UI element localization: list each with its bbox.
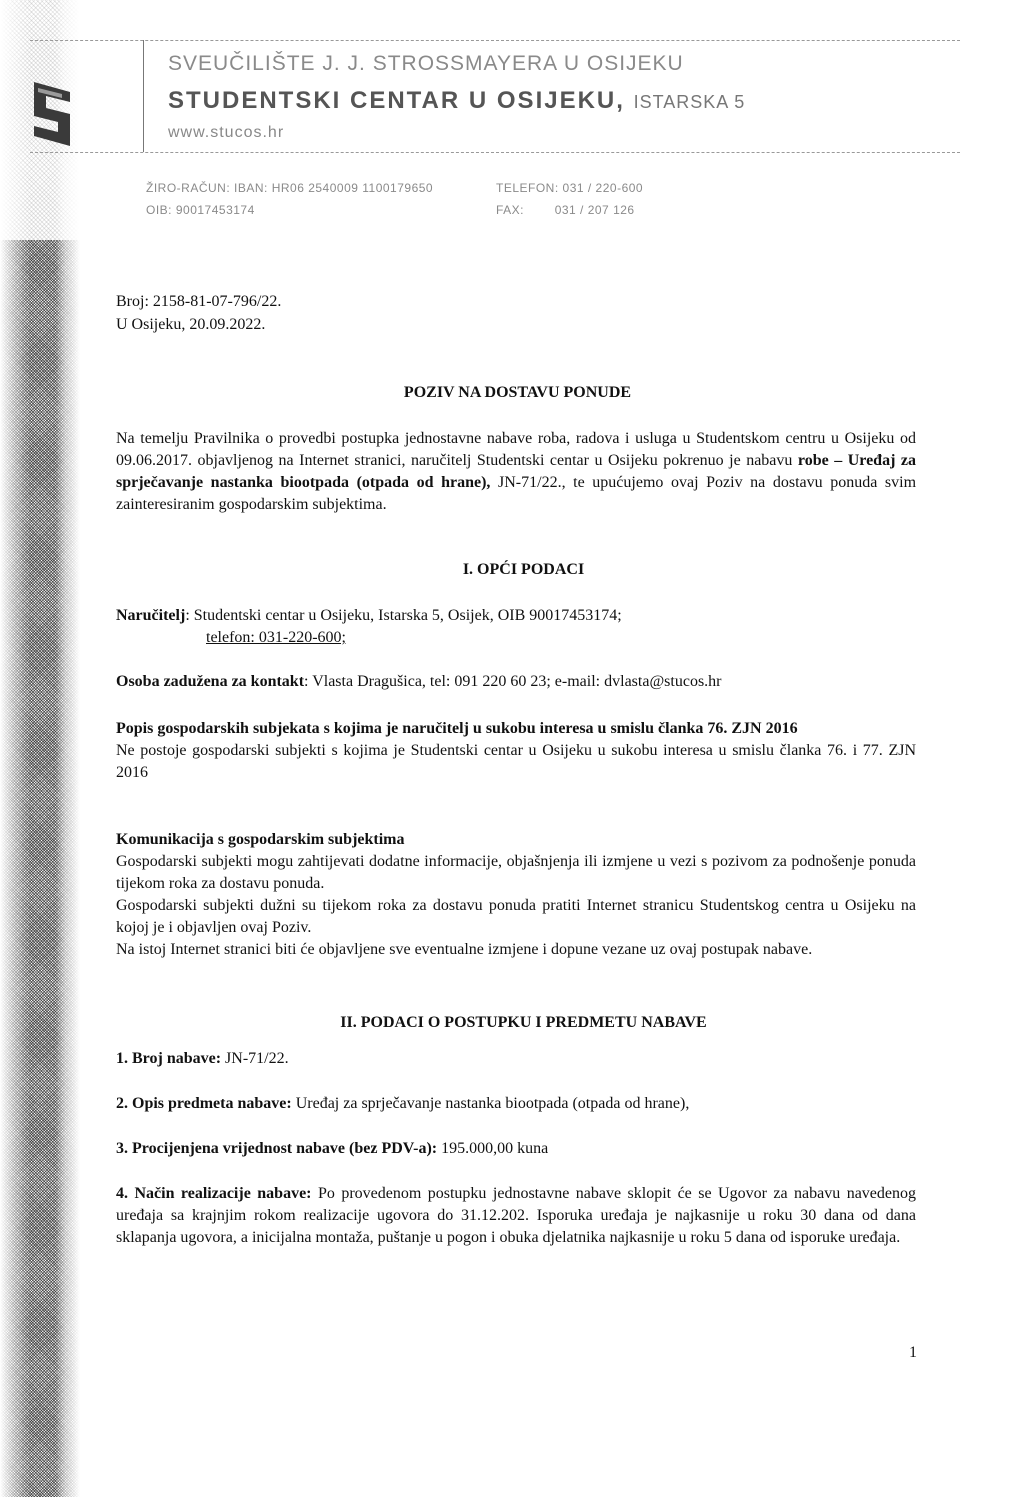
studentski-centar-logo: [32, 78, 74, 150]
intro-text-2: JN-71/22., te upućujemo ovaj Poziv na dostavu ponuda svim zainteresiranim gospodarskim subjektima.: [116, 474, 917, 513]
item-label: 3. Procijenjena vrijednost nabave (bez PDV-a):: [116, 1140, 438, 1157]
item-procurement-number: [116, 1050, 289, 1068]
client-text: : Studentski centar u Osijeku, Istarska 5, Osijek, OIB 90017453174;: [185, 607, 622, 624]
communication-p1: Gospodarski subjekti mogu zahtijevati dodatne informacije, objašnjenja ili izmjene u vezi s pozivom za podnošenje ponuda tijekom roka za dostavu ponuda.: [116, 853, 916, 892]
item-text: Uređaj za sprječavanje nastanka biootpada (otpada od hrane),: [291, 1095, 690, 1112]
section-1-title: I. OPĆI PODACI: [462, 561, 585, 578]
section-2-title: II. PODACI O POSTUPKU I PREDMETU NABAVE: [340, 1014, 707, 1031]
communication-section: [116, 829, 916, 961]
communication-title: Komunikacija s gospodarskim subjektima: [116, 831, 405, 848]
page-number: 1: [909, 1344, 917, 1361]
contact-row: [116, 673, 722, 691]
centre-address: ISTARSKA 5: [633, 92, 746, 112]
item-realization: [116, 1183, 916, 1249]
contact-label: Osoba zadužena za kontakt: [116, 673, 305, 690]
intro-subject: robe – Uređaj za sprječavanje nastanka biootpada (otpada od hrane),: [116, 452, 916, 491]
fax-value: 031 / 207 126: [554, 203, 635, 217]
communication-p3: Na istoj Internet stranici biti će objavljene sve eventualne izmjene i dopune vezane uz ovaj postupak nabave.: [116, 941, 813, 958]
item-estimated-value: [116, 1140, 548, 1158]
iban: HR06 2540009 1100179650: [271, 181, 434, 195]
letterhead-top-border: [30, 40, 960, 41]
centre-name-text: STUDENTSKI CENTAR U OSIJEKU,: [168, 87, 625, 114]
phone-info: [496, 181, 643, 195]
oib-value: 90017453174: [175, 203, 255, 217]
website: www.stucos.hr: [168, 124, 285, 141]
client-label: Naručitelj: [116, 607, 186, 624]
letterhead-bottom-border: [30, 152, 960, 153]
account-label: ŽIRO-RAČUN: IBAN:: [146, 181, 268, 195]
item-text: JN-71/22.: [221, 1050, 289, 1067]
item-subject-description: [116, 1095, 689, 1113]
letterhead-divider: [143, 40, 144, 152]
phone-value: 031 / 220-600: [562, 181, 644, 195]
oib-info: [146, 203, 255, 217]
phone-label: TELEFON:: [496, 181, 559, 195]
client-phone: telefon: 031-220-600;: [206, 629, 346, 646]
fax-label: FAX:: [496, 203, 525, 217]
conflict-section: [116, 718, 916, 784]
university-name: SVEUČILIŠTE J. J. STROSSMAYERA U OSIJEKU: [168, 52, 684, 75]
client-row: [116, 607, 622, 625]
centre-name: [168, 87, 745, 115]
place-date: U Osijeku, 20.09.2022.: [116, 316, 266, 333]
intro-paragraph: [116, 428, 916, 516]
item-label: 2. Opis predmeta nabave:: [116, 1095, 292, 1112]
item-label: 4. Način realizacije nabave:: [116, 1185, 312, 1202]
communication-p2: Gospodarski subjekti dužni su tijekom roka za dostavu ponuda pratiti Internet stranicu Studentskog centra u Osijeku na kojoj je i objavljen ovaj Poziv.: [116, 897, 916, 936]
account-info: [146, 181, 433, 195]
conflict-title: Popis gospodarskih subjekata s kojima je naručitelj u sukobu interesa u smislu članka 76. ZJN 2016: [116, 720, 798, 737]
document-title: POZIV NA DOSTAVU PONUDE: [403, 384, 632, 401]
reference-number: Broj: 2158-81-07-796/22.: [116, 293, 282, 310]
conflict-text: Ne postoje gospodarski subjekti s kojima je Studentski centar u Osijeku u sukobu interesa u smislu članka 76. i 77. ZJN 2016: [116, 742, 916, 781]
item-text: 195.000,00 kuna: [437, 1140, 549, 1157]
contact-text: : Vlasta Dragušica, tel: 091 220 60 23; e-mail: dvlasta@stucos.hr: [304, 673, 722, 690]
intro-text-1: Na temelju Pravilnika o provedbi postupka jednostavne nabave roba, radova i usluga u Studentskom centru u Osijeku od 09.06.2017. objavljenog na Internet stranici, naručitelj Studentski centar u Osijeku pokrenuo je nabavu: [116, 430, 916, 469]
fax-info: [496, 203, 635, 217]
item-text: Po provedenom postupku jednostavne nabave sklopit će se Ugovor za nabavu navedenog uređaja sa krajnjim rokom realizacije ugovora do 31.12.202. Isporuka uređaja je najkasnije u roku 30 dana od dana sklapanja ugovora, a inicijalna montaža, puštanje u pogon i obuka djelatnika najkasnije u roku 5 dana od isporuke uređaja.: [116, 1185, 916, 1246]
scan-edge-shading: [0, 240, 80, 1497]
oib-label: OIB:: [146, 203, 173, 217]
item-label: 1. Broj nabave:: [116, 1050, 222, 1067]
